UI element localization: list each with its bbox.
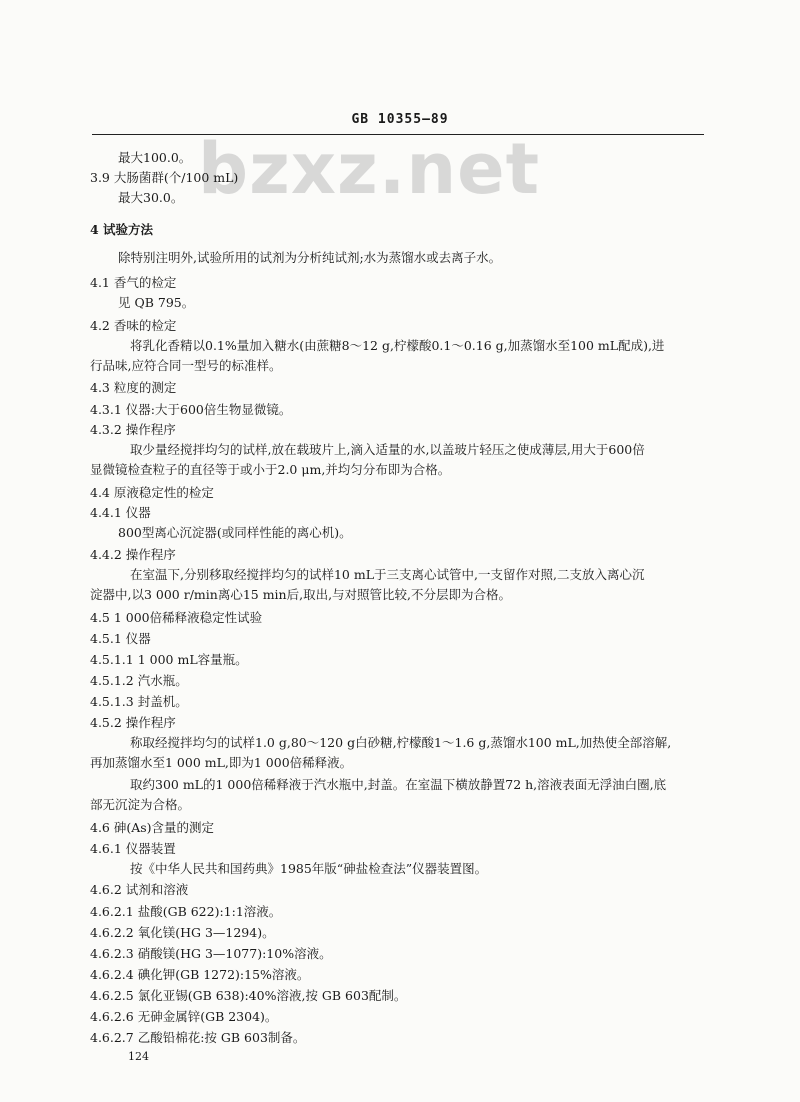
clause-heading: 4.6.2.7 乙酸铅棉花:按 GB 603制备。 [90, 1030, 306, 1045]
clause-heading: 4.6 砷(As)含量的测定 [90, 820, 215, 835]
text-line: 再加蒸馏水至1 000 mL,即为1 000倍稀释液。 [90, 755, 353, 770]
clause-heading: 4.3.2 操作程序 [90, 422, 176, 437]
watermark: bzxz.net [198, 128, 541, 210]
clause-heading: 4.5.1 仪器 [90, 631, 151, 646]
clause-heading: 4.6.2.6 无砷金属锌(GB 2304)。 [90, 1009, 278, 1024]
text-line: 显微镜检查粒子的直径等于或小于2.0 μm,并均匀分布即为合格。 [90, 462, 451, 477]
clause-heading: 4.4 原液稳定性的检定 [90, 485, 214, 500]
clause-heading: 4.5.1.3 封盖机。 [90, 694, 188, 709]
clause-heading: 3.9 大肠菌群(个/100 mL) [90, 170, 239, 185]
text-line: 在室温下,分别移取经搅拌均匀的试样10 mL于三支离心试管中,一支留作对照,二支放入离心沉 [130, 567, 645, 582]
text-line: 取约300 mL的1 000倍稀释液于汽水瓶中,封盖。在室温下横放静置72 h,溶液表面无浮油白圈,底 [130, 777, 667, 792]
clause-heading: 4.1 香气的检定 [90, 275, 177, 290]
text-line: 行品味,应符合同一型号的标准样。 [90, 358, 282, 373]
clause-heading: 4.5.1.1 1 000 mL容量瓶。 [90, 652, 248, 667]
clause-heading: 4.6.1 仪器装置 [90, 841, 176, 856]
header-rule [92, 134, 704, 135]
text-line: 部无沉淀为合格。 [90, 797, 191, 812]
text-line: 最大30.0。 [118, 190, 184, 205]
text-line: 800型离心沉淀器(或同样性能的离心机)。 [118, 525, 352, 540]
clause-heading: 4.6.2.3 硝酸镁(HG 3—1077):10%溶液。 [90, 946, 332, 961]
text-line: 将乳化香精以0.1%量加入糖水(由蔗糖8～12 g,柠檬酸0.1～0.16 g,加蒸馏水至100 mL配成),进 [130, 338, 665, 353]
clause-heading: 4.2 香味的检定 [90, 318, 177, 333]
clause-heading: 4.6.2.4 碘化钾(GB 1272):15%溶液。 [90, 967, 310, 982]
standard-code-header: GB 10355—89 [351, 112, 449, 127]
text-line: 最大100.0。 [118, 150, 192, 165]
clause-heading: 4.5.1.2 汽水瓶。 [90, 673, 188, 688]
text-line: 见 QB 795。 [118, 295, 195, 310]
clause-heading: 4.6.2.5 氯化亚锡(GB 638):40%溶液,按 GB 603配制。 [90, 988, 407, 1003]
clause-heading: 4.6.2.1 盐酸(GB 622):1:1溶液。 [90, 904, 282, 919]
clause-heading: 4.3 粒度的测定 [90, 380, 177, 395]
text-line: 淀器中,以3 000 r/min离心15 min后,取出,与对照管比较,不分层即为合格。 [90, 587, 512, 602]
clause-heading: 4.3.1 仪器:大于600倍生物显微镜。 [90, 402, 292, 417]
clause-heading: 4.4.2 操作程序 [90, 547, 176, 562]
clause-heading: 4.6.2 试剂和溶液 [90, 882, 189, 897]
clause-heading: 4.5.2 操作程序 [90, 715, 176, 730]
text-line: 称取经搅拌均匀的试样1.0 g,80～120 g白砂糖,柠檬酸1～1.6 g,蒸馏水100 mL,加热使全部溶解, [130, 735, 672, 750]
section-heading: 4 试验方法 [90, 222, 154, 237]
text-line: 取少量经搅拌均匀的试样,放在载玻片上,滴入适量的水,以盖玻片轻压之使成薄层,用大于600倍 [130, 442, 645, 457]
clause-heading: 4.6.2.2 氧化镁(HG 3—1294)。 [90, 925, 275, 940]
clause-heading: 4.5 1 000倍稀释液稳定性试验 [90, 610, 263, 625]
clause-heading: 4.4.1 仪器 [90, 505, 151, 520]
text-line: 除特别注明外,试验所用的试剂为分析纯试剂;水为蒸馏水或去离子水。 [118, 250, 502, 265]
text-line: 按《中华人民共和国药典》1985年版“砷盐检查法”仪器装置图。 [130, 861, 488, 876]
page-number: 124 [128, 1050, 149, 1063]
